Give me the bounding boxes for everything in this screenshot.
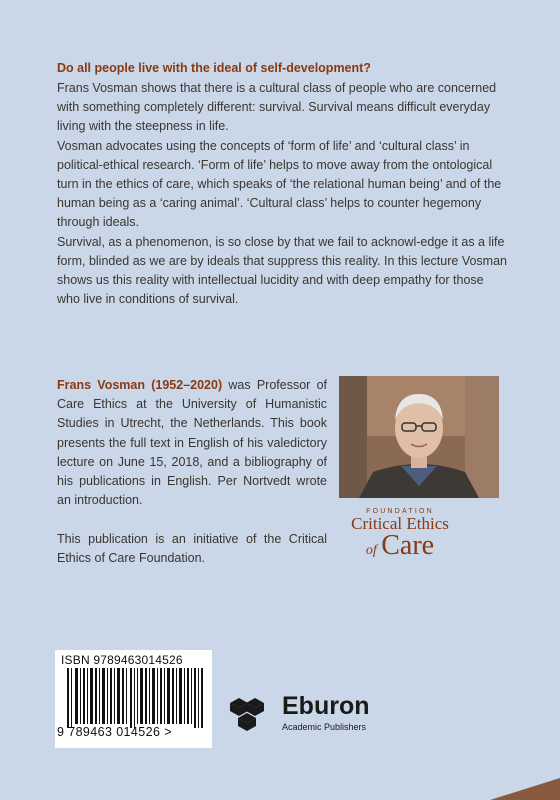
initiative-note: This publication is an initiative of the Critical Ethics of Care Foundation. xyxy=(57,532,327,566)
author-name: Frans Vosman (1952–2020) xyxy=(57,378,223,392)
barcode xyxy=(55,650,212,748)
blurb-paragraph: Vosman advocates using the concepts of ‘form of life’ and ‘cultural class’ in political-ethical research. ‘Form of life’ helps to move away from the ontological turn in the ethics of care, which speaks of ‘the relational human being’ and of the human being as a ‘caring animal’. ‘Cultural class’ helps to counter hegemony through ideals. xyxy=(57,138,502,230)
corner-decoration xyxy=(470,770,560,800)
foundation-of: of xyxy=(365,543,377,558)
isbn-label: ISBN 9789463014526 xyxy=(61,653,183,667)
author-bio-text: was Professor of Care Ethics at the University of Humanistic Studies in Utrecht, the Netherlands. This book presents the full text in English of his valedictory lecture on June 15, 2018, and a bibliography of his publications in English. Per Nortvedt wrote an introduction. xyxy=(57,378,327,508)
publisher-logo xyxy=(222,690,422,740)
barcode-digits: 9 789463 014526 > xyxy=(57,725,172,739)
blurb-paragraph: Frans Vosman shows that there is a cultural class of people who are concerned with something completely different: survival. Survival means difficult everyday living with the steepness in life. xyxy=(57,81,497,134)
foundation-logo xyxy=(330,508,470,559)
author-bio xyxy=(57,376,327,510)
foundation-title: Critical Ethics xyxy=(351,514,449,533)
foundation-care: Care xyxy=(381,530,435,561)
blurb-heading: Do all people live with the ideal of self-development? xyxy=(57,61,371,75)
foundation-label: FOUNDATION xyxy=(366,508,434,515)
publisher-subtitle: Academic Publishers xyxy=(282,722,367,732)
blurb xyxy=(57,58,507,309)
blurb-paragraph: Survival, as a phenomenon, is so close by that we fail to acknowl-edge it as a life form, blinded as we are by ideals that suppress this reality. In this lecture Vosman shows us this reality with intellectual lucidity and with deep empathy for those who live in conditions of survival. xyxy=(57,234,507,307)
eburon-mark-icon xyxy=(222,694,276,736)
author-photo xyxy=(339,376,499,498)
barcode-bars xyxy=(67,668,203,728)
publisher-name: Eburon xyxy=(282,692,370,720)
